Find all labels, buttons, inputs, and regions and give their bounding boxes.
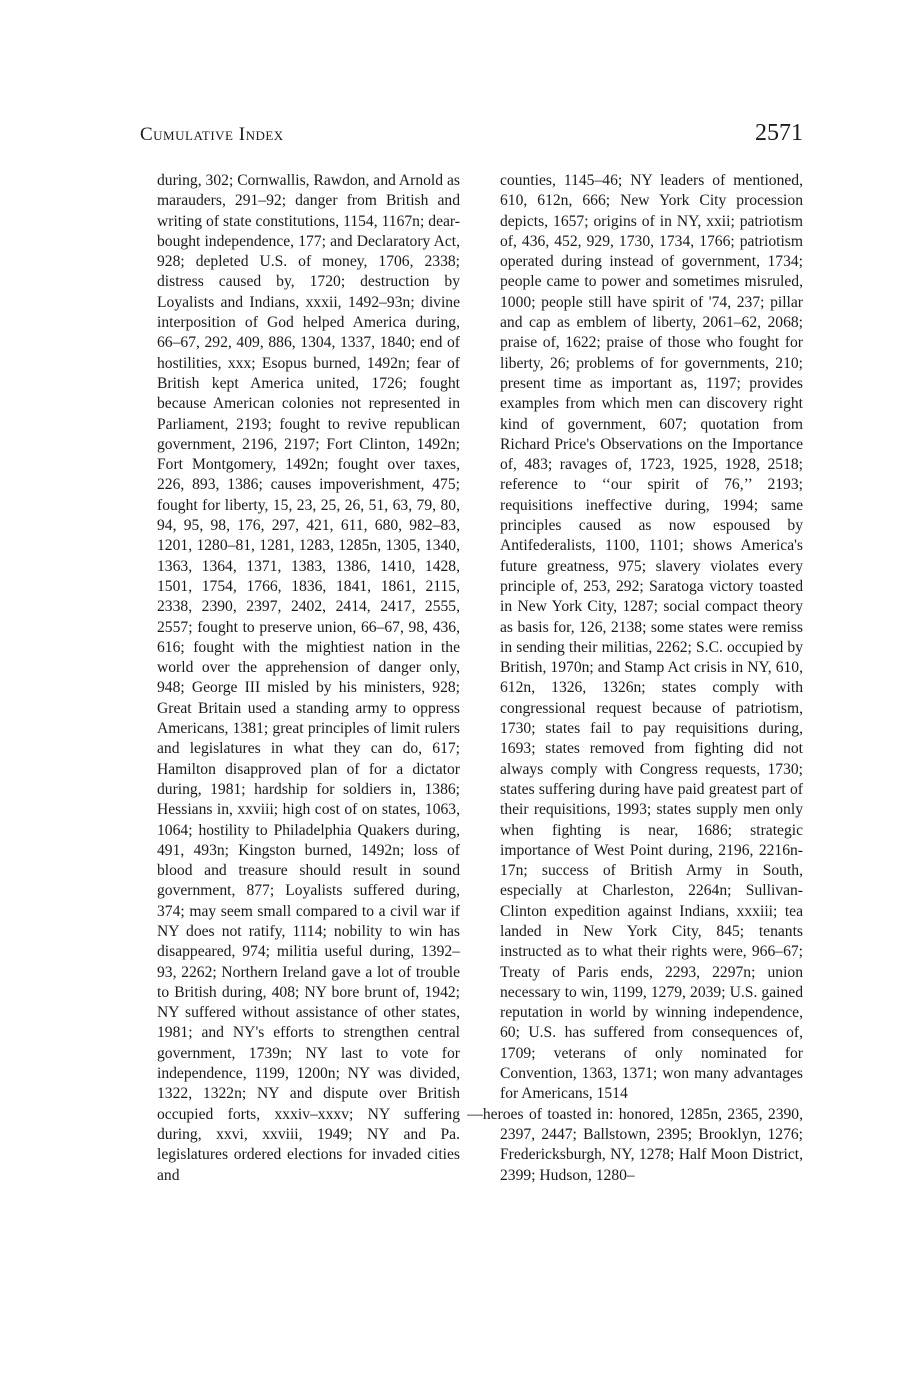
index-entry-continued: counties, 1145–46; NY leaders of mentioned, 610, 612n, 666; New York City procession depicts, 1657; origins of in NY, xxii; patriotism of, 436, 452, 929, 1730, 1734, 1766; patriotism operated during instead of government, 1734; people came to power and sometimes misruled, 1000; people still have spirit of '74, 237; pillar and cap as emblem of liberty, 2061–62, 2068; praise of, 1622; praise of those who fought for liberty, 26; problems of for governments, 210; present time as important as, 1197; provides examples from which men can discovery right kind of government, 607; quotation from Richard Price's Observations on the Importance of, 483; ravages of, 1723, 1925, 1928, 2518; reference to ‘‘our spirit of 76,’’ 2193; requisitions ineffective during, 1994; same principles caused as now espoused by Antifederalists, 1100, 1101; shows America's future greatness, 975; slavery violates every principle of, 253, 292; Saratoga victory toasted in New York City, 1287; social compact theory as basis for, 126, 2138; some states were remiss in sending their militias, 2262; S.C. occupied by British, 1970n; and Stamp Act crisis in NY, 610, 612n, 1326, 1326n; states comply with congressional request because of patriotism, 1730; states fail to pay requisitions during, 1693; states removed from fighting did not always comply with Congress requests, 1730; states suffering during have paid greatest part of their requisitions, 1993; states supply men only when fighting is near, 1686; strategic importance of West Point during, 2196, 2216n-17n; success of British Army in South, especially at Charleston, 2264n; Sullivan-Clinton expedition against Indians, xxxiii; tea landed in New York City, 845; tenants instructed as to what their rights were, 966–67; Treaty of Paris ends, 2293, 2297n; union necessary to win, 1199, 1279, 2039; U.S. gained reputation in world by winning independence, 60; U.S. has suffered from consequences of, 1709; veterans of only nominated for Convention, 1363, 1371; won many advantages for Americans, 1514 [500,172,803,1103]
section-title: Cumulative Index [140,124,284,145]
index-column-right [467,171,803,1186]
sub-entry-text: heroes of toasted in: honored, 1285n, 2365, 2390, 2397, 2447; Ballstown, 2395; Brooklyn, 1276; Fredericksburgh, NY, 1278; Half Moon District, 2399; Hudson, 1280– [482,1105,803,1184]
page-number: 2571 [755,120,803,146]
index-column-left [157,171,460,1186]
sub-entry-dash: — [467,1105,483,1123]
index-sub-entry [467,1105,803,1186]
running-head [140,120,803,152]
index-entry-continued: during, 302; Cornwallis, Rawdon, and Arnold as marauders, 291–92; danger from British and writing of state constitutions, 1154, 1167n; dear-bought independence, 177; and Declaratory Act, 928; depleted U.S. of money, 1706, 2338; distress caused by, 1720; destruction by Loyalists and Indians, xxxii, 1492–93n; divine interposition of God helped America during, 66–67, 292, 409, 886, 1304, 1337, 1840; end of hostilities, xxx; Esopus burned, 1492n; fear of British kept America united, 1726; fought because American colonies not represented in Parliament, 2193; fought to revive republican government, 2196, 2197; Fort Clinton, 1492n; Fort Montgomery, 1492n; fought over taxes, 226, 893, 1386; causes impoverishment, 475; fought for liberty, 15, 23, 25, 26, 51, 63, 79, 80, 94, 95, 98, 176, 297, 421, 611, 680, 982–83, 1201, 1280–81, 1281, 1283, 1285n, 1305, 1340, 1363, 1364, 1371, 1383, 1386, 1410, 1428, 1501, 1754, 1766, 1836, 1841, 1861, 2115, 2338, 2390, 2397, 2402, 2414, 2417, 2555, 2557; fought to preserve union, 66–67, 98, 436, 616; fought with the mightiest nation in the world over the apprehension of danger only, 948; George III misled by his ministers, 928; Great Britain used a standing army to oppress Americans, 1381; great principles of limit rulers and legislatures in what they can do, 617; Hamilton disapproved plan of for a dictator during, 1981; hardship for soldiers in, 1386; Hessians in, xxviii; high cost of on states, 1063, 1064; hostility to Philadelphia Quakers during, 491, 493n; Kingston burned, 1492n; loss of blood and treasure should result in sound government, 877; Loyalists suffered during, 374; may seem small compared to a civil war if NY does not ratify, 1114; nobility to win has disappeared, 974; militia useful during, 1392–93, 2262; Northern Ireland gave a lot of trouble to British during, 408; NY bore brunt of, 1942; NY suffered without assistance of other states, 1981; and NY's efforts to strengthen central government, 1739n; NY last to vote for independence, 1199, 1200n; NY was divided, 1322, 1322n; NY and dispute over British occupied forts, xxxiv–xxxv; NY suffering during, xxvi, xxviii, 1949; NY and Pa. legislatures ordered elections for invaded cities and [157,172,460,1184]
